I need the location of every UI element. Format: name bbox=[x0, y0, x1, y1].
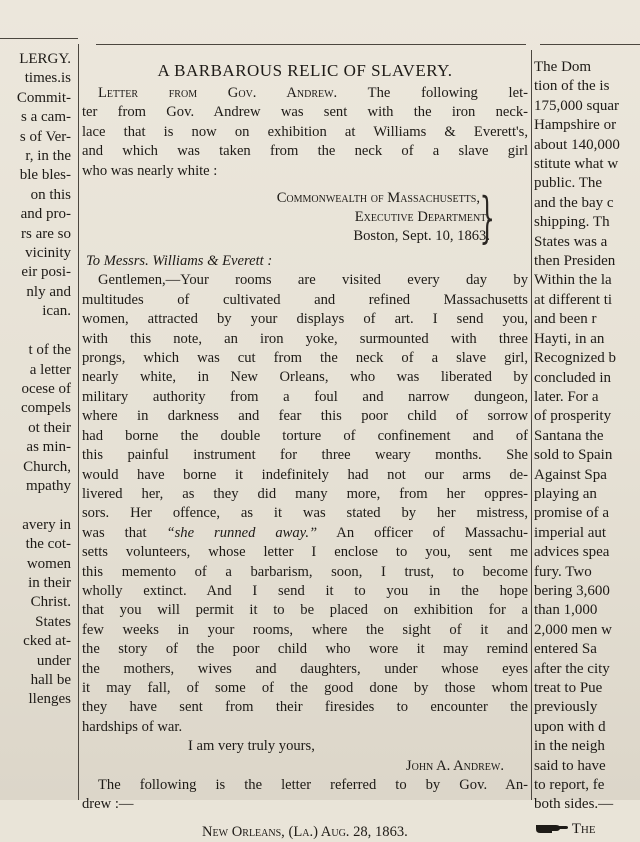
left-column-line: Church, bbox=[23, 458, 71, 475]
body-line: sors. Her offence, as it was stated by her mistress, bbox=[82, 505, 528, 522]
left-column-line: in their bbox=[28, 574, 71, 591]
right-column-line: playing an bbox=[534, 485, 597, 502]
body-line: setts volunteers, whose letter I enclose to you, sent me bbox=[82, 544, 528, 561]
right-column-line: promise of a bbox=[534, 505, 609, 522]
left-column-line: ican. bbox=[42, 303, 71, 320]
left-column-line: s a cam- bbox=[21, 109, 71, 126]
left-column-line: ble bles- bbox=[19, 167, 71, 184]
left-column-line: avery in bbox=[22, 516, 71, 533]
right-column-line: The Dom bbox=[534, 59, 592, 75]
following-line: The following is the letter referred to by Gov. An- bbox=[98, 777, 528, 793]
right-column-line: both sides.— bbox=[534, 796, 614, 813]
left-column-line: ot their bbox=[28, 419, 71, 436]
right-column-line: States was a bbox=[534, 233, 608, 250]
right-column-line: shipping. Th bbox=[534, 214, 610, 231]
left-column-line bbox=[0, 496, 74, 515]
left-column-line: States bbox=[35, 613, 71, 630]
body-line: the story of the poor child who wore it may remind bbox=[82, 641, 528, 658]
left-column-line: under bbox=[36, 652, 71, 669]
pointing-hand-icon bbox=[534, 821, 568, 835]
salutation: To Messrs. Williams & Everett : bbox=[86, 253, 273, 270]
left-column-line: on this bbox=[30, 186, 71, 203]
left-column-line: Christ. bbox=[30, 594, 71, 611]
right-column-line: tion of the is bbox=[534, 78, 610, 95]
body-line: military authority from a foul and narrow dungeon, bbox=[82, 388, 528, 405]
body-line: with this note, an iron yoke, surmounted with three bbox=[82, 330, 528, 347]
top-rule-main bbox=[96, 44, 526, 45]
right-column-line: previously bbox=[534, 699, 598, 716]
right-column-line: of prosperity bbox=[534, 408, 612, 425]
right-column-line: Santana the bbox=[534, 427, 604, 444]
intro-line: and which was taken from the neck of a slave girl bbox=[82, 143, 528, 160]
top-rule-right bbox=[540, 44, 640, 45]
article bbox=[82, 52, 529, 840]
letter-body-continued bbox=[82, 543, 528, 718]
left-column-line: and pro- bbox=[20, 206, 71, 223]
right-column-line: later. For a bbox=[534, 388, 599, 405]
left-column-line: mpathy bbox=[26, 477, 71, 494]
right-column-line: Recognized b bbox=[534, 350, 617, 367]
top-rule-left bbox=[0, 38, 78, 39]
body-line: would have borne it indefinitely had not our arms de- bbox=[82, 466, 528, 483]
right-column-line: and been r bbox=[534, 311, 597, 328]
intro-line: lace that is now on exhibition at Williams & Everett's, bbox=[82, 123, 528, 140]
right-column-line: stitute what w bbox=[534, 156, 619, 173]
body-line: livered her, as they did many more, from her oppres- bbox=[82, 485, 528, 502]
intro-line: who was nearly white : bbox=[82, 162, 218, 179]
right-column-line: and the bay c bbox=[534, 194, 614, 211]
right-column-line: bering 3,600 bbox=[534, 582, 610, 599]
closing: I am very truly yours, bbox=[188, 738, 315, 755]
right-column-line: entered Sa bbox=[534, 641, 597, 658]
right-column-line: than 1,000 bbox=[534, 602, 598, 619]
right-column-line: 2,000 men w bbox=[534, 621, 612, 638]
left-column-line: r, in the bbox=[25, 148, 71, 165]
right-column-line: upon with d bbox=[534, 718, 606, 735]
right-column-line: sold to Spain bbox=[534, 447, 613, 464]
body-line: that you will permit it to be placed on exhibition for a bbox=[82, 602, 528, 619]
left-column-line: times.is bbox=[24, 70, 71, 87]
right-column bbox=[534, 58, 640, 837]
right-column-line: Hampshire or bbox=[534, 117, 617, 134]
left-column-line: rs are so bbox=[21, 225, 71, 242]
left-column bbox=[0, 50, 74, 800]
right-column-line: advices spea bbox=[534, 544, 610, 561]
body-line: it may fall, of some of the good done by those whom bbox=[82, 679, 528, 696]
left-column-line: Commit- bbox=[16, 89, 71, 106]
right-column-line: to report, fe bbox=[534, 777, 605, 794]
left-column-line: hall be bbox=[30, 672, 71, 688]
dateline-line: Boston, Sept. 10, 1863. bbox=[353, 228, 490, 245]
dateline-line: Executive Department, bbox=[354, 209, 490, 226]
left-column-line bbox=[0, 322, 74, 341]
column-rule-right bbox=[531, 50, 532, 800]
left-column-line: ocese of bbox=[21, 380, 71, 397]
body-line: few weeks in your rooms, where the sight of it and bbox=[82, 621, 528, 638]
body-line: this memento of a barbarism, soon, I trust, to become bbox=[82, 563, 528, 580]
left-column-line: s of Ver- bbox=[19, 128, 71, 145]
intro-line: ter from Gov. Andrew was sent with the iron neck- bbox=[82, 104, 528, 121]
body-line: nearly white, in New Orleans, who was liberated by bbox=[82, 369, 528, 386]
body-line: they have sent from their firesides to encounter the bbox=[82, 699, 528, 716]
body-line: women, attracted by your displays of art. I send you, bbox=[82, 311, 528, 328]
body-line: was that “she runned away.” An officer of Massachu- bbox=[82, 524, 528, 541]
dateline bbox=[82, 186, 528, 250]
left-column-line: t of the bbox=[28, 342, 71, 359]
right-column-line: about 140,000 bbox=[534, 136, 620, 153]
intro-line: Letter from Gov. Andrew. The following let- bbox=[98, 85, 529, 101]
right-column-line: Within the la bbox=[534, 272, 612, 289]
body-line: had borne the double torture of confinement and of bbox=[82, 427, 528, 444]
left-column-line: as min- bbox=[26, 439, 71, 456]
left-column-line: the cot- bbox=[25, 536, 71, 553]
body-line: this painful instrument for three weary months. She bbox=[82, 447, 528, 464]
body-line: hardships of war. bbox=[82, 718, 183, 735]
left-column-line: nly and bbox=[26, 283, 71, 300]
left-column-line: llenges bbox=[28, 691, 71, 708]
right-column-line: Against Spa bbox=[534, 466, 607, 483]
right-column-line: 175,000 squar bbox=[534, 97, 619, 114]
intro-heading: Letter from Gov. Andrew. bbox=[98, 85, 338, 101]
article-headline: A BARBAROUS RELIC OF SLAVERY. bbox=[157, 61, 453, 80]
dateline-line: Commonwealth of Massachusetts, bbox=[276, 190, 480, 207]
right-column-line: concluded in bbox=[534, 369, 612, 386]
new-dateline: New Orleans, (La.) Aug. 28, 1863. bbox=[202, 823, 408, 840]
left-column-line: vicinity bbox=[25, 245, 71, 262]
right-column-line: treat to Pue bbox=[534, 680, 603, 696]
body-line: prongs, which was cut from the neck of a slave girl, bbox=[82, 350, 528, 367]
right-column-line: fury. Two bbox=[534, 563, 592, 580]
letter-body bbox=[82, 271, 528, 523]
quote: “she runned away.” bbox=[166, 524, 318, 541]
left-column-line: compels bbox=[21, 400, 71, 417]
following-line: drew :— bbox=[82, 796, 134, 813]
left-column-line: cked at- bbox=[23, 633, 71, 650]
right-column-line: then Presiden bbox=[534, 253, 616, 270]
body-line: where in darkness and fear this poor child of sorrow bbox=[82, 408, 528, 425]
body-line: multitudes of cultivated and refined Massachusetts bbox=[82, 291, 528, 308]
left-column-line: women bbox=[26, 555, 71, 572]
right-column-line: public. The bbox=[534, 175, 603, 192]
right-bottom-line: The bbox=[534, 819, 640, 839]
left-column-line: LERGY. bbox=[19, 51, 71, 67]
right-column-line: in the neigh bbox=[534, 738, 605, 755]
brace-glyph: } bbox=[479, 186, 495, 250]
body-line: Gentlemen,—Your rooms are visited every day by bbox=[98, 272, 528, 289]
left-column-line: a letter bbox=[29, 361, 71, 378]
right-column-line: at different ti bbox=[534, 291, 613, 308]
body-line: wholly extinct. And I send it to you in the hope bbox=[82, 582, 528, 599]
right-column-line: Hayti, in an bbox=[534, 330, 605, 347]
right-column-line: after the city bbox=[534, 660, 610, 677]
right-column-line: imperial aut bbox=[534, 524, 607, 541]
left-column-line: eir posi- bbox=[21, 264, 71, 281]
body-line: the mothers, wives and daughters, under whose eyes bbox=[82, 660, 528, 677]
signature: John A. Andrew. bbox=[405, 757, 504, 774]
right-column-line: said to have bbox=[534, 757, 606, 774]
column-rule-left bbox=[78, 44, 79, 800]
